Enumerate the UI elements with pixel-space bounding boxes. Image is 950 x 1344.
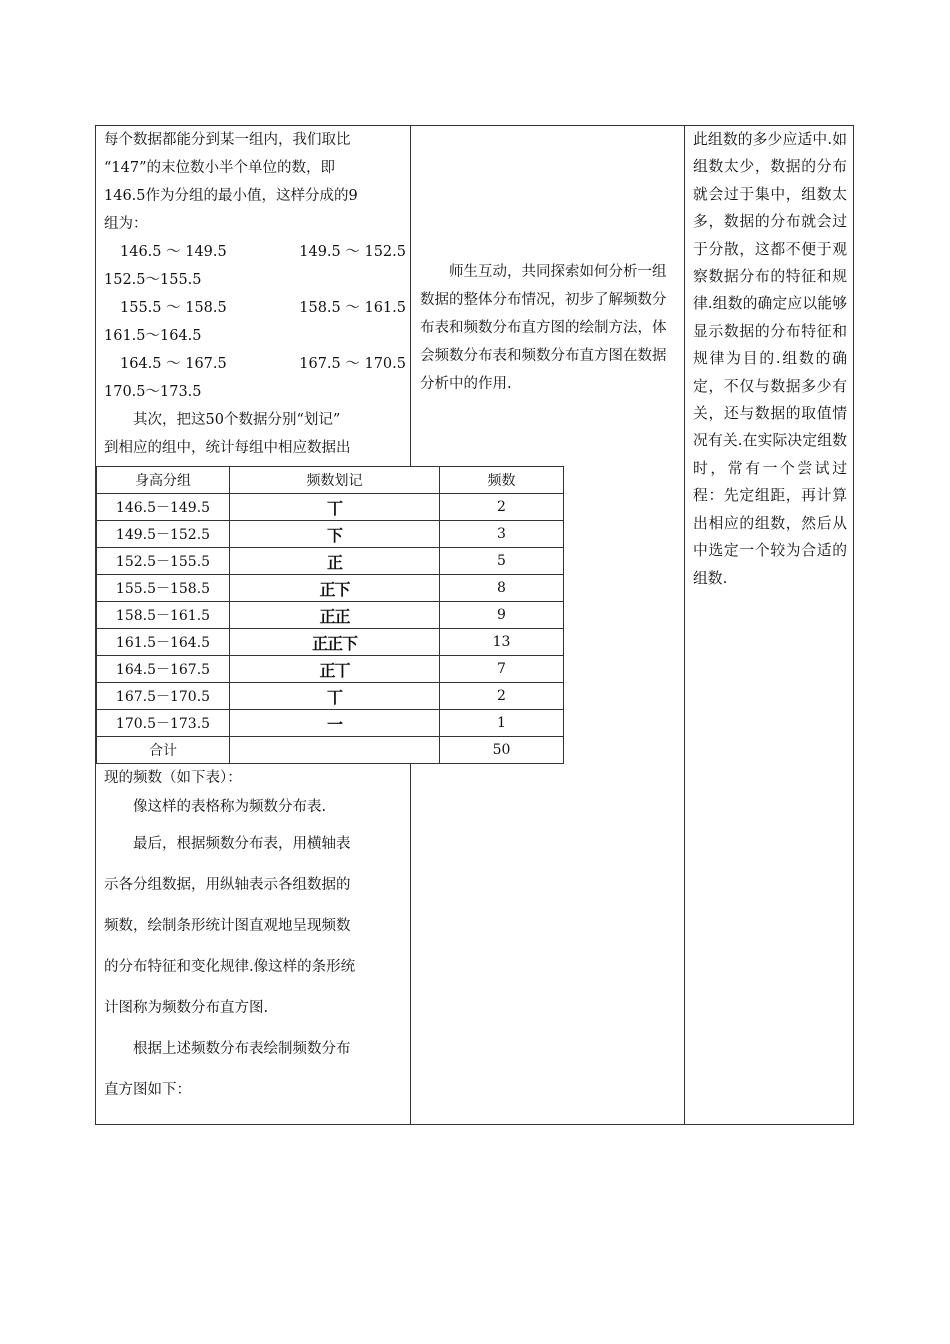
frequency-cell: 13 <box>440 629 564 656</box>
table-row <box>97 494 564 521</box>
tally-cell: 正下 <box>230 575 440 602</box>
tally-cell: 正正 <box>230 602 440 629</box>
header-frequency: 频数 <box>440 467 564 494</box>
design-notes-column: 此组数的多少应适中.如组数太少，数据的分布就会过于集中，组数太多，数据的分布就会过于分散，这都不便于观察数据分布的特征和规律.组数的确定应以能够显示数据的分布特征和规律为目的.组数的确定，不仅与数据多少有关，还与数据的取值情况有关.在实际决定组数时，常有一个尝试过程：先定组距，再计算出相应的组数，然后从中选定一个较为合适的组数. <box>693 131 847 587</box>
group-range: 152.5～155.5 <box>104 272 202 288</box>
intro-line: 每个数据都能分到某一组内，我们取比 <box>104 132 351 148</box>
next-step-line: 其次，把这50个数据分别“划记” <box>133 412 341 428</box>
group-range: 170.5～173.5 <box>104 384 202 400</box>
frequency-distribution-table <box>96 466 564 764</box>
intro-line: 组为： <box>104 216 148 232</box>
header-group: 身高分组 <box>97 467 230 494</box>
group-range: 146.5 ～ 149.5 <box>120 244 227 260</box>
group-range: 167.5 ～ 170.5 <box>299 356 406 372</box>
group-range: 164.5 ～ 167.5 <box>120 356 227 372</box>
teacher-student-activity-column: 师生互动，共同探索如何分析一组数据的整体分布情况，初步了解频数分布表和频数分布直方图的绘制方法，体会频数分布表和频数分布直方图在数据分析中的作用. <box>420 264 667 392</box>
tally-cell: 正丅 <box>230 656 440 683</box>
frequency-cell: 5 <box>440 548 564 575</box>
table-row <box>97 575 564 602</box>
group-cell: 164.5－167.5 <box>97 656 230 683</box>
group-cell: 149.5－152.5 <box>97 521 230 548</box>
text-line: 像这样的表格称为频数分布表. <box>133 799 327 815</box>
tally-cell: 丅 <box>230 683 440 710</box>
text-line: 计图称为频数分布直方图. <box>104 1000 269 1016</box>
header-tally: 频数划记 <box>230 467 440 494</box>
tally-cell: 下 <box>230 521 440 548</box>
frequency-cell: 1 <box>440 710 564 737</box>
group-range: 155.5 ～ 158.5 <box>120 300 227 316</box>
teaching-content-continued <box>104 766 406 1111</box>
tally-cell: 一 <box>230 710 440 737</box>
frequency-cell: 2 <box>440 494 564 521</box>
group-cell: 170.5－173.5 <box>97 710 230 737</box>
group-range: 158.5 ～ 161.5 <box>299 300 406 316</box>
teaching-content-column <box>104 126 406 462</box>
group-range: 161.5～164.5 <box>104 328 202 344</box>
group-cell: 155.5－158.5 <box>97 575 230 602</box>
frequency-cell: 2 <box>440 683 564 710</box>
column-divider-2 <box>684 125 685 1125</box>
table-row <box>97 548 564 575</box>
group-cell: 161.5－164.5 <box>97 629 230 656</box>
text-line: 现的频数（如下表）： <box>104 770 242 786</box>
total-row <box>97 737 564 764</box>
frequency-cell: 3 <box>440 521 564 548</box>
frequency-cell: 8 <box>440 575 564 602</box>
group-cell: 146.5－149.5 <box>97 494 230 521</box>
group-cell: 158.5－161.5 <box>97 602 230 629</box>
intro-line: 146.5作为分组的最小值，这样分成的9 <box>104 188 358 204</box>
intro-line: “147”的末位数小半个单位的数，即 <box>104 160 336 176</box>
frequency-cell: 7 <box>440 656 564 683</box>
total-tally-empty <box>230 737 440 764</box>
table-header-row <box>97 467 564 494</box>
group-range-row <box>104 294 406 322</box>
tally-cell: 正 <box>230 548 440 575</box>
group-cell: 167.5－170.5 <box>97 683 230 710</box>
text-line: 示各分组数据，用纵轴表示各组数据的 <box>104 877 351 893</box>
group-range: 149.5 ～ 152.5 <box>299 244 406 260</box>
text-line: 的分布特征和变化规律.像这样的条形统 <box>104 959 356 975</box>
table-row <box>97 656 564 683</box>
tally-cell: 正正下 <box>230 629 440 656</box>
table-row <box>97 521 564 548</box>
group-cell: 152.5－155.5 <box>97 548 230 575</box>
text-line: 最后，根据频数分布表，用横轴表 <box>133 836 351 852</box>
tally-cell: 丅 <box>230 494 440 521</box>
text-line: 频数，绘制条形统计图直观地呈现频数 <box>104 918 351 934</box>
next-step-line: 到相应的组中，统计每组中相应数据出 <box>104 440 351 456</box>
table-row <box>97 629 564 656</box>
text-line: 直方图如下： <box>104 1082 191 1098</box>
table-row <box>97 710 564 737</box>
text-line: 根据上述频数分布表绘制频数分布 <box>133 1041 351 1057</box>
group-range-row <box>104 238 406 266</box>
frequency-cell: 9 <box>440 602 564 629</box>
total-value: 50 <box>440 737 564 764</box>
total-label: 合计 <box>97 737 230 764</box>
group-range-row <box>104 350 406 378</box>
table-row <box>97 602 564 629</box>
table-row <box>97 683 564 710</box>
